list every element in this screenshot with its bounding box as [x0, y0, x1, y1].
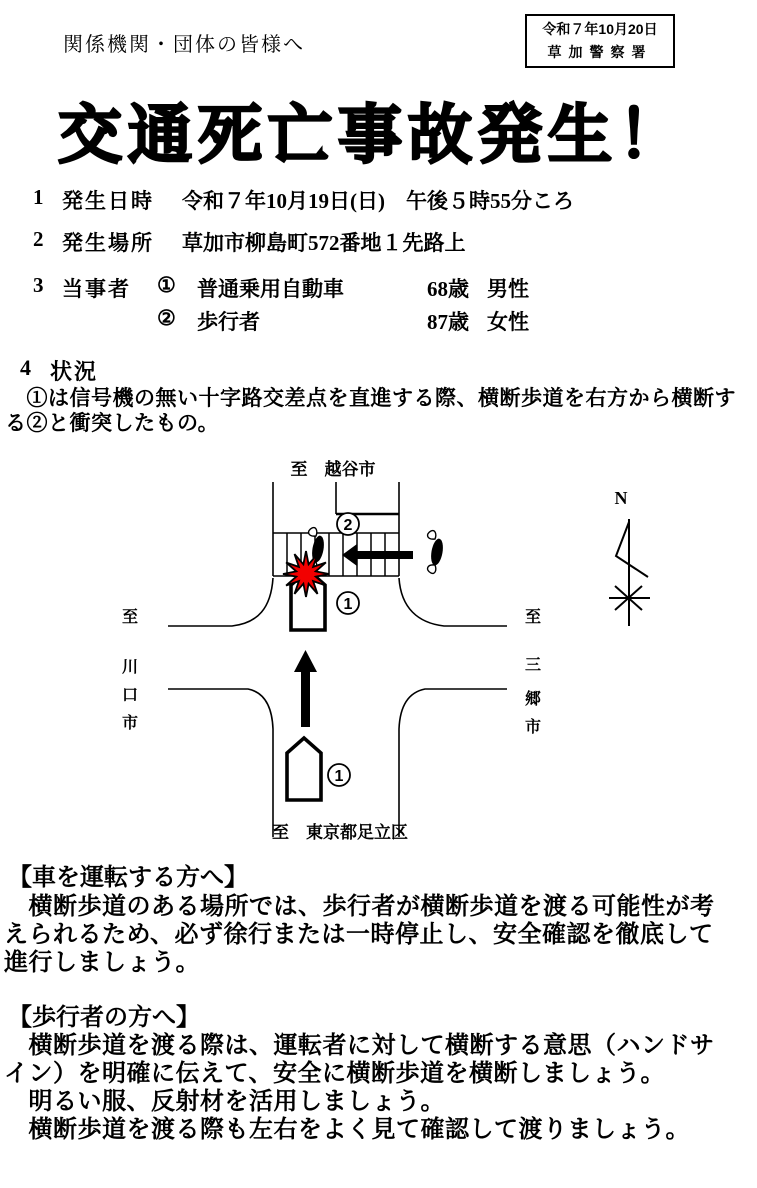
svg-text:2: 2 [343, 517, 353, 534]
item1-number: 1 [33, 185, 44, 209]
driver-line-2: えられるため、必ず徐行または一時停止し、安全確認を徹底して [4, 922, 714, 948]
svg-text:川: 川 [121, 659, 139, 676]
driver-line-3: 進行しましょう。 [4, 950, 200, 976]
svg-text:1: 1 [343, 596, 353, 613]
party2-age: 87歳 [427, 310, 469, 334]
crossing-arrow-left [342, 544, 413, 566]
north-compass [609, 488, 650, 626]
situation-line-1: ①は信号機の無い十字路交差点を直進する際、横断歩道を右方から横断す [5, 386, 736, 410]
mark-pedestrian-2 [337, 513, 359, 535]
pedestrian-line-3: 明るい服、反射材を活用しましょう。 [4, 1089, 445, 1115]
issuer-stamp-box [525, 14, 675, 68]
item2-value: 草加市柳島町572番地１先路上 [182, 231, 466, 255]
pedestrian-line-2: イン）を明確に伝えて、安全に横断歩道を横断しましょう。 [4, 1061, 666, 1087]
dest-label-west [122, 608, 138, 732]
dest-label-south: 至 東京都足立区 [272, 823, 408, 842]
dest-label-east [525, 608, 541, 736]
item2-number: 2 [33, 227, 44, 251]
svg-text:郷: 郷 [524, 691, 542, 708]
greeting-text: 関係機関・団体の皆様へ [63, 34, 305, 56]
pedestrian-line-4: 横断歩道を渡る際も左右をよく見て確認して渡りましょう。 [4, 1117, 690, 1143]
svg-text:至: 至 [524, 609, 542, 626]
pedestrian-line-1: 横断歩道を渡る際は、運転者に対して横断する意思（ハンドサ [4, 1033, 715, 1059]
svg-text:市: 市 [121, 715, 139, 732]
mark-car-1-approach [328, 764, 350, 786]
item2-label: 発生場所 [62, 231, 154, 255]
svg-text:1: 1 [334, 768, 344, 785]
driver-section-heading: 【車を運転する方へ】 [8, 865, 248, 891]
pedestrian-section-heading: 【歩行者の方へ】 [8, 1005, 200, 1031]
item4-label: 状況 [50, 359, 99, 384]
item3-label: 当事者 [62, 277, 131, 301]
item4-number: 4 [20, 355, 31, 380]
svg-text:至: 至 [121, 609, 139, 626]
svg-text:口: 口 [121, 687, 139, 704]
party1-sex: 男性 [487, 277, 529, 301]
page-title: 交通死亡事故発生！ [58, 99, 688, 171]
party2-sex: 女性 [487, 310, 529, 334]
item3-number: 3 [33, 273, 44, 297]
party1-desc: 普通乗用自動車 [197, 277, 344, 301]
item1-value: 令和７年10月19日(日) 午後５時55分ころ [182, 189, 574, 213]
svg-text:市: 市 [524, 719, 542, 736]
item1-label: 発生日時 [62, 189, 154, 213]
pedestrian-icon-waiting [428, 531, 445, 574]
situation-line-2: る②と衝突したもの。 [5, 411, 220, 435]
accident-diagram [0, 448, 757, 848]
north-label: N [614, 488, 628, 508]
svg-text:三: 三 [524, 657, 542, 674]
party2-mark: ② [157, 306, 176, 330]
police-station-name: 草加警察署 [547, 44, 653, 60]
party1-age: 68歳 [427, 277, 469, 301]
car-shape-approach [287, 738, 321, 800]
party2-desc: 歩行者 [197, 310, 260, 334]
mark-car-1-collision [337, 592, 359, 614]
party1-mark: ① [157, 273, 176, 297]
dest-label-north: 至 越谷市 [290, 460, 376, 479]
travel-arrow-up [294, 650, 317, 727]
issue-date: 令和７年10月20日 [542, 21, 658, 37]
driver-line-1: 横断歩道のある場所では、歩行者が横断歩道を渡る可能性が考 [4, 894, 715, 920]
